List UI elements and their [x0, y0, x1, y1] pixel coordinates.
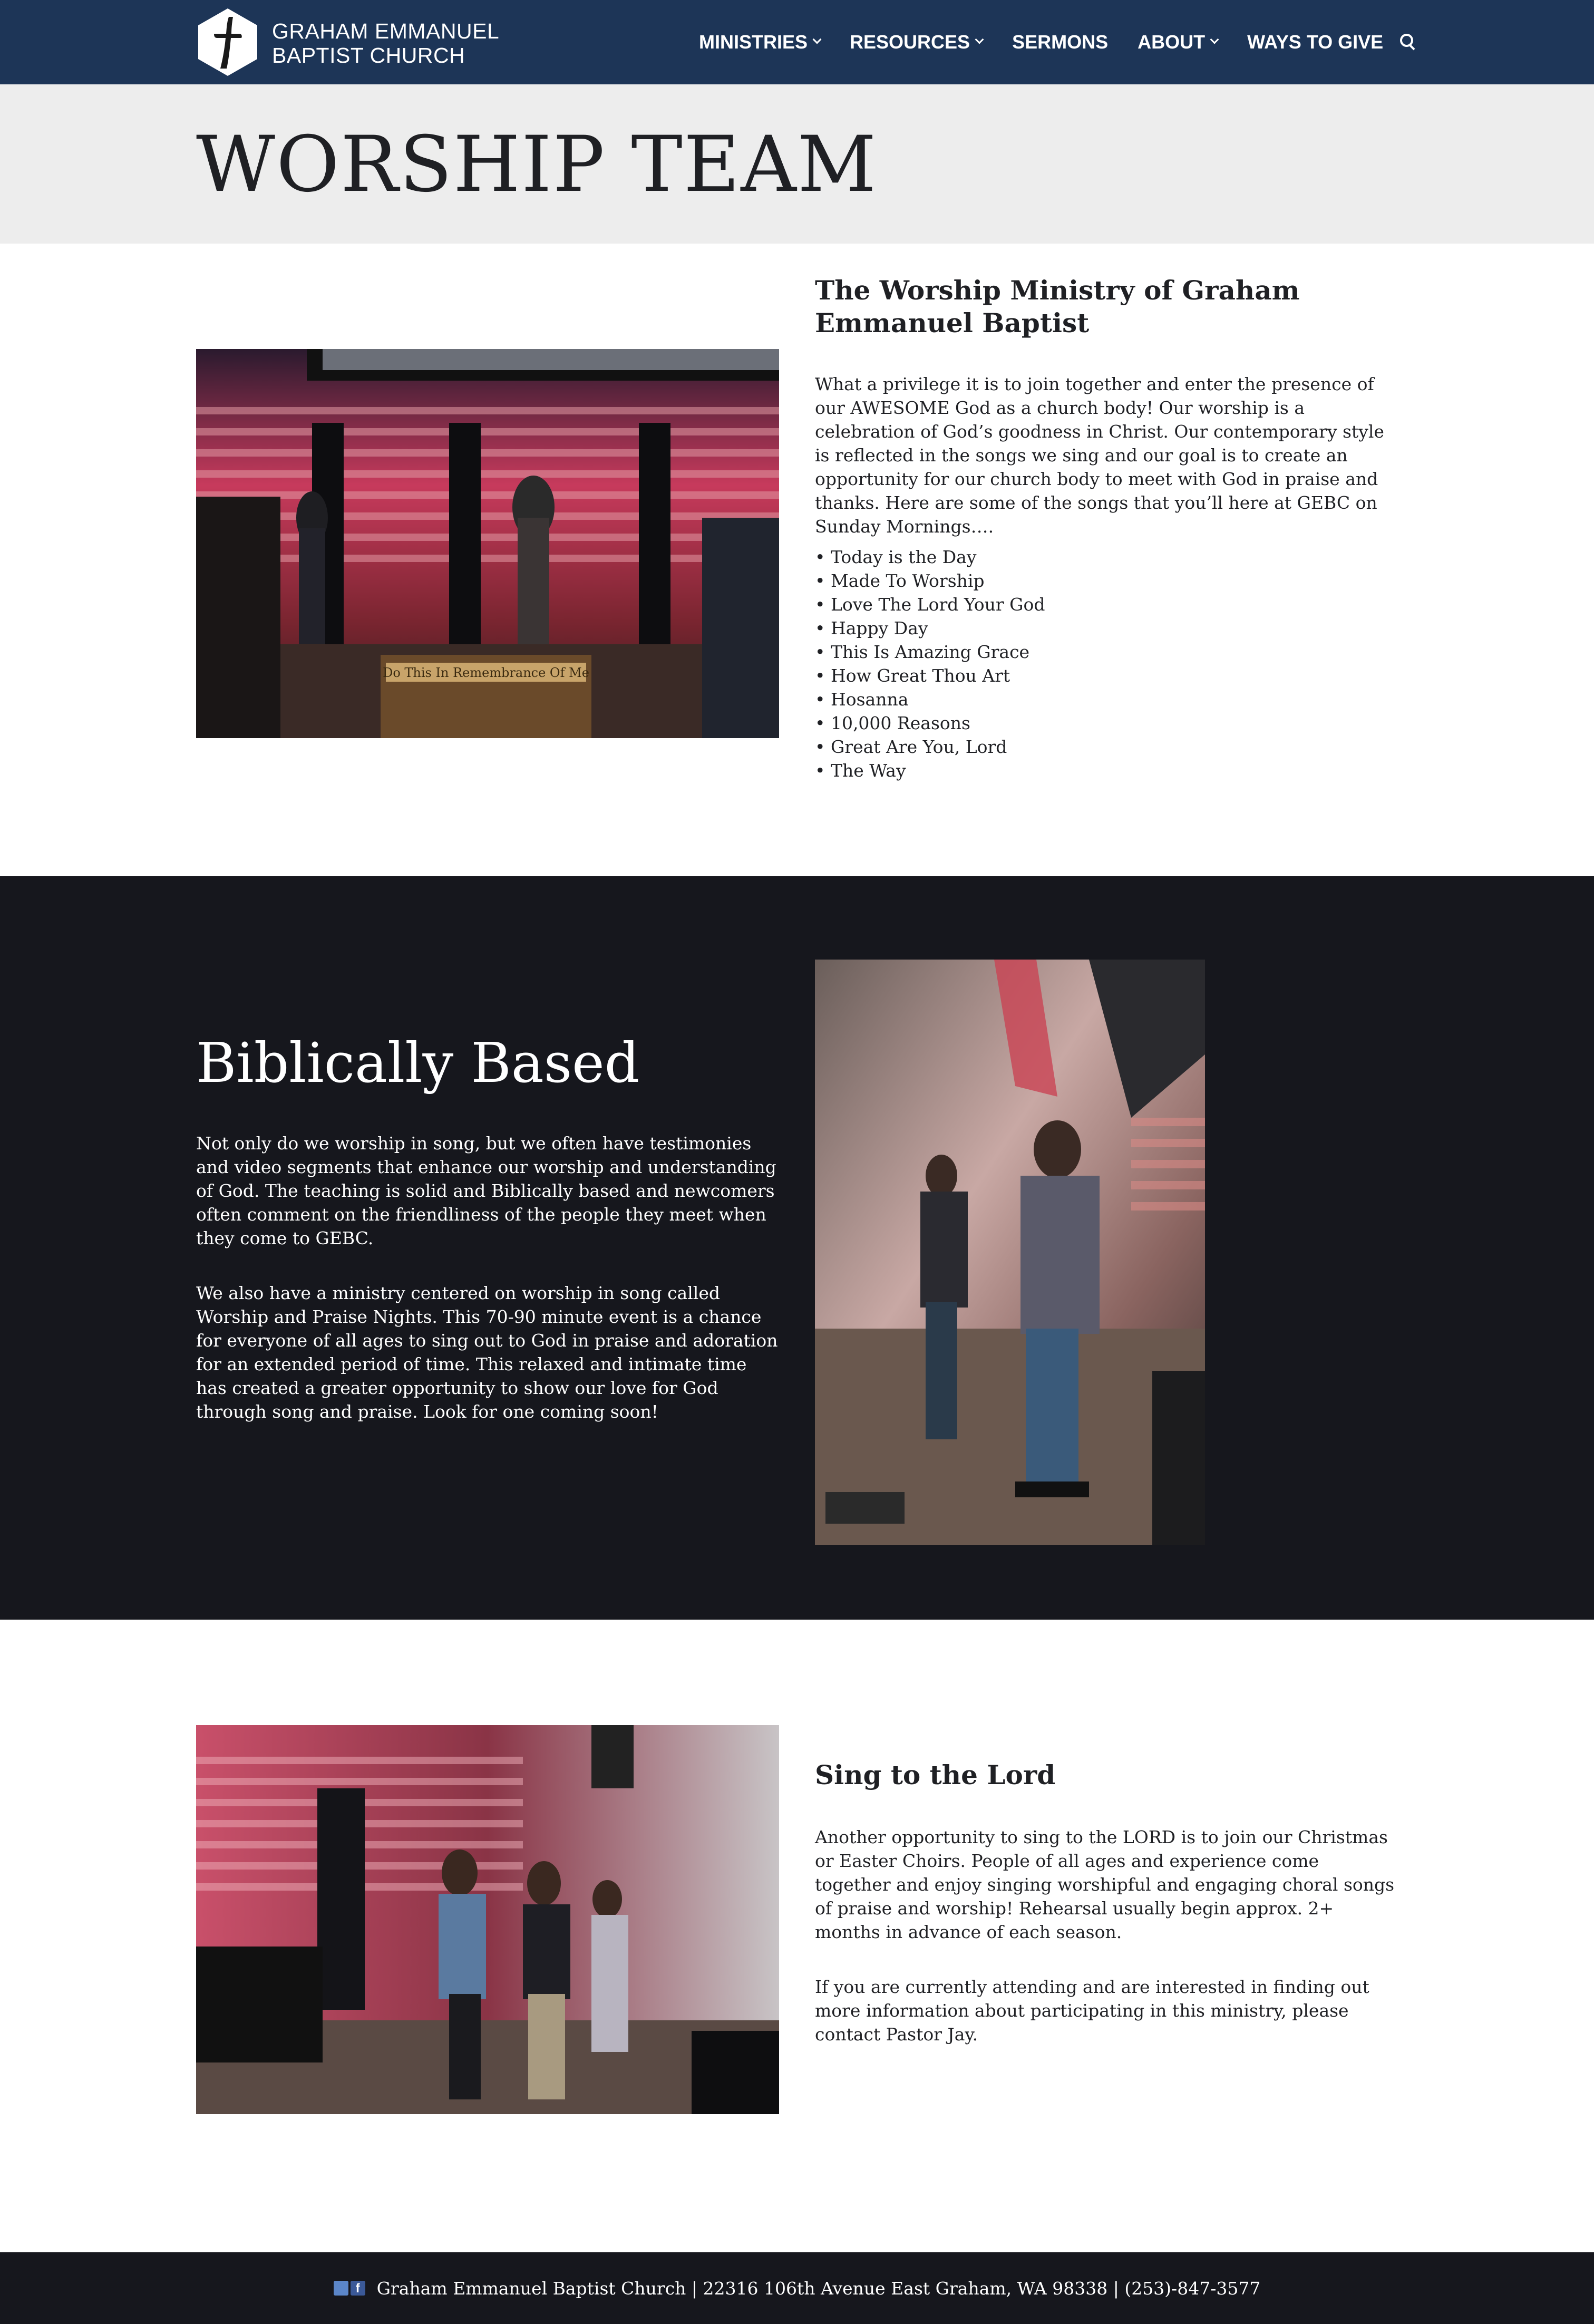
nav-item-sermons[interactable]: SERMONS	[1012, 31, 1109, 53]
list-item: • Great Are You, Lord	[815, 737, 1007, 757]
site-footer	[0, 2252, 1594, 2324]
nav-item-ministries[interactable]: MINISTRIES	[699, 31, 820, 53]
worship-stage-photo	[196, 349, 779, 738]
instagram-icon[interactable]	[334, 2281, 348, 2296]
social-links	[334, 2281, 367, 2296]
section2-paragraph-2: We also have a ministry centered on worship in song called Worship and Praise Nights. This 70-90 minute event is a chance for everyone of all ages to sing out to God in praise and adoration for an extended period of time. This relaxed and intimate time has created a greater opportunity to show our love for God through song and praise. Look for one coming soon!	[196, 1283, 778, 1422]
nav-item-ways-to-give[interactable]: WAYS TO GIVE	[1247, 31, 1384, 53]
facebook-icon[interactable]: f	[351, 2281, 365, 2296]
list-item: • How Great Thou Art	[815, 665, 1010, 686]
section1-body: What a privilege it is to join together and enter the presence of our AWESOME God as a church body! Our worship is a celebration of God’s goodness in Christ. Our contemporary style is reflected in the songs we sing and our goal is to create an opportunity for our church body to meet with God in praise and thanks. Here are some of the songs that you’ll here at GEBC on Sunday Mornings….	[815, 374, 1384, 537]
chevron-down-icon	[975, 35, 984, 44]
list-item: • Hosanna	[815, 689, 909, 710]
search-icon[interactable]	[1399, 33, 1418, 52]
song-list	[815, 545, 1400, 782]
guitarist-photo	[815, 960, 1205, 1545]
chevron-down-icon	[1210, 35, 1219, 44]
communion-table-banner: Do This In Remembrance Of Me	[383, 665, 589, 680]
main-nav	[699, 0, 1418, 84]
brand-line-1: GRAHAM EMMANUEL	[272, 19, 500, 43]
list-item: • 10,000 Reasons	[815, 713, 970, 733]
brand-line-2: BAPTIST CHURCH	[272, 43, 465, 67]
band-performing-photo	[196, 1725, 779, 2114]
section3-paragraph-2: If you are currently attending and are interested in finding out more information about participating in this ministry, please contact Pastor Jay.	[815, 1977, 1369, 2045]
section3-heading: Sing to the Lord	[815, 1759, 1056, 1790]
section2-paragraph-1: Not only do we worship in song, but we often have testimonies and video segments that enhance our worship and understanding of God. The teaching is solid and Biblically based and newcomers often comment on the friendliness of the people they meet when they come to GEBC.	[196, 1133, 776, 1248]
list-item: • Made To Worship	[815, 570, 985, 591]
chevron-down-icon	[813, 35, 822, 44]
section1-heading: The Worship Ministry of Graham Emmanuel Baptist	[815, 275, 1300, 338]
list-item: • Love The Lord Your God	[815, 594, 1045, 615]
list-item: • Happy Day	[815, 618, 928, 638]
section2-heading: Biblically Based	[196, 1031, 640, 1095]
nav-item-about[interactable]: ABOUT	[1138, 31, 1218, 53]
list-item: • The Way	[815, 760, 906, 781]
nav-item-resources[interactable]: RESOURCES	[850, 31, 983, 53]
section3-paragraph-1: Another opportunity to sing to the LORD is to join our Christmas or Easter Choirs. People of all ages and experience come together and enjoy singing worshipful and engaging choral songs of praise and worship! Rehearsal usually begin approx. 2+ months in advance of each season.	[815, 1827, 1395, 1942]
list-item: • Today is the Day	[815, 547, 977, 567]
site-header	[0, 0, 1594, 84]
site-brand[interactable]	[272, 19, 499, 67]
page-title: WORSHIP TEAM	[196, 120, 878, 209]
footer-contact-text: Graham Emmanuel Baptist Church | 22316 106th Avenue East Graham, WA 98338 | (253)-847-3577	[376, 2278, 1261, 2299]
cross-hexagon-icon[interactable]	[196, 7, 259, 77]
list-item: • This Is Amazing Grace	[815, 642, 1030, 662]
